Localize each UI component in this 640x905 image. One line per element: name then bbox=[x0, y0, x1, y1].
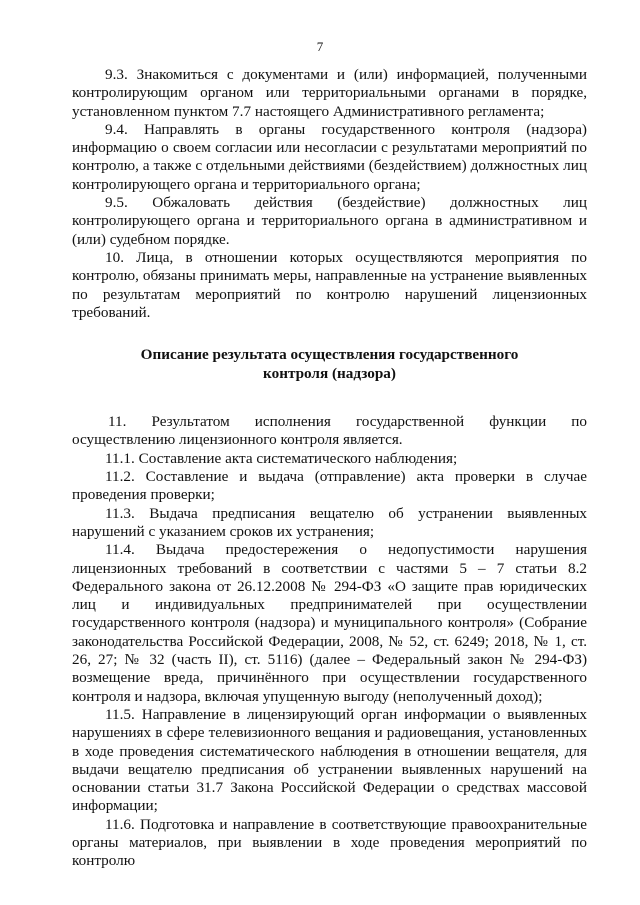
paragraph-11-1: 11.1. Составление акта систематического наблюдения; bbox=[105, 449, 458, 467]
paragraph-11-2: 11.2. Составление и выдача (отправление) акта проверки в случае проведения проверки; bbox=[72, 468, 587, 504]
page-number: 7 bbox=[316, 39, 324, 54]
paragraph-9-3: 9.3. Знакомиться с документами и (или) информацией, полученными контролирующим органом или территориальными органами в порядке, установленном пунктом 7.7 настоящего Административного регламента; bbox=[72, 66, 587, 120]
paragraph-10: 10. Лица, в отношении которых осуществляются мероприятия по контролю, обязаны принимать меры, направленные на устранение выявленных по результатам мероприятий по контролю нарушений лицензионных требований. bbox=[72, 248, 587, 321]
paragraph-11-3: 11.3. Выдача предписания вещателю об устранении выявленных нарушений с указанием сроков их устранения; bbox=[72, 504, 587, 540]
section-heading bbox=[72, 345, 587, 383]
section-heading-line-1: Описание результата осуществления государственного bbox=[140, 346, 519, 364]
paragraph-11-4: 11.4. Выдача предостережения о недопустимости нарушения лицензионных требований в соответствии с частями 5 – 7 статьи 8.2 Федерального закона от 26.12.2008 № 294-ФЗ «О защите прав юридических лиц и индивидуальных предпринимателей при осуществлении государственного контроля (надзора) и муниципального контроля» (Собрание законодательства Российской Федерации, 2008, № 52, ст. 6249; 2018, № 1, ст. 26, 27; № 32 (часть II), ст. 5116) (далее – Федеральный закон № 294-ФЗ) возмещение вреда, причинённого при осуществлении государственного контроля и надзора, включая упущенную выгоду (неполученный доход); bbox=[72, 541, 587, 705]
section-heading-line-2: контроля (надзора) bbox=[263, 365, 396, 383]
paragraph-11: 11. Результатом исполнения государственной функции по осуществлению лицензионного контроля является. bbox=[72, 413, 587, 449]
paragraph-11-5: 11.5. Направление в лицензирующий орган информации о выявленных нарушениях в сфере телевизионного вещания и радиовещания, установленных в ходе проведения систематического наблюдения в отношении вещателя, для выдачи вещателю предписания об устранении выявленных нарушений на основании статьи 31.7 Закона Российской Федерации о средствах массовой информации; bbox=[72, 705, 587, 815]
paragraph-9-5: 9.5. Обжаловать действия (бездействие) должностных лиц контролирующего органа и территориального органа в административном и (или) судебном порядке. bbox=[72, 194, 587, 248]
paragraph-9-4: 9.4. Направлять в органы государственного контроля (надзора) информацию о своем согласии или несогласии с результатами мероприятий по контролю, а также с отдельными действиями (бездействием) должностных лиц контролирующего органа и территориального органа; bbox=[72, 120, 587, 193]
paragraph-11-6: 11.6. Подготовка и направление в соответствующие правоохранительные органы материалов, при выявлении в ходе проведения мероприятий по контролю bbox=[72, 815, 587, 870]
document-body bbox=[72, 66, 587, 871]
